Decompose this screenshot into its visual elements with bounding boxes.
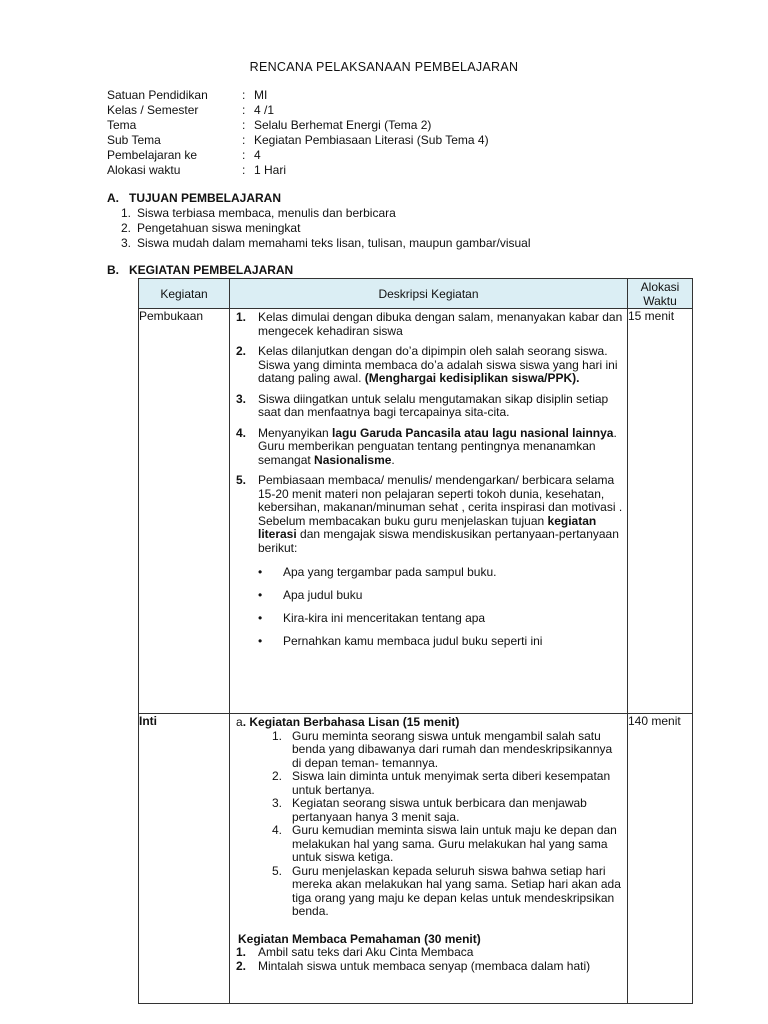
item-text: Mintalah siswa untuk membaca senyap (membaca dalam hati) — [258, 958, 591, 973]
item-number: 2. — [236, 958, 247, 973]
item-text — [258, 474, 623, 555]
info-value: 4 — [254, 148, 261, 162]
bullet-dot-icon: • — [258, 611, 263, 625]
info-value: Selalu Berhemat Energi (Tema 2) — [254, 118, 432, 132]
text-run: Pembiasaan membaca/ menulis/ mendengarkan/ berbicara selama 15-20 menit materi non pelajaran seperti tokoh dunia, kesehatan, kebersihan, makanan/minuman sehat , cerita inspirasi dan motivasi . Sebelum membacakan buku guru menjelaskan tujuan — [258, 473, 623, 528]
bold-run: Nasionalisme — [314, 452, 392, 467]
item-number: 3. — [236, 391, 247, 406]
info-row — [107, 133, 489, 148]
info-label: Sub Tema — [107, 133, 161, 147]
subheading-text: . Kegiatan Berbahasa Lisan (15 menit) — [242, 715, 460, 729]
item-number: 1. — [271, 728, 282, 743]
list-item — [248, 730, 623, 771]
item-number: 1. — [236, 310, 247, 324]
header-kegiatan: Kegiatan — [139, 279, 230, 309]
item-text: Pengetahuan siswa meningkat — [137, 221, 301, 235]
item-number: 1. — [120, 206, 131, 220]
info-separator: : — [242, 103, 246, 117]
list-item — [248, 865, 623, 919]
page-title: RENCANA PELAKSANAAN PEMBELAJARAN — [249, 60, 519, 74]
item-text: Guru menjelaskan kepada seluruh siswa bahwa setiap hari mereka akan melakukan hal yang sama. Setiap hari akan ada tiga orang yang maju ke depan kelas untuk mendeskripsikan benda. — [292, 863, 621, 918]
row-alokasi: 140 menit — [628, 714, 693, 1004]
info-row — [107, 148, 489, 163]
text-run: dan mengajak siswa mendiskusikan pertanyaan-pertanyaan berikut: — [258, 527, 619, 555]
header-alokasi-line2: Waktu — [643, 293, 677, 308]
table-row — [139, 309, 693, 714]
identity-block — [107, 88, 489, 178]
list-item — [107, 221, 531, 236]
text-run: . — [391, 452, 395, 467]
item-text: Kelas dimulai dengan dibuka dengan salam, menanyakan kabar dan mengecek kehadiran siswa — [258, 310, 623, 338]
bold-run: kegiatan literasi — [258, 513, 597, 541]
item-text: Siswa diingatkan untuk selalu mengutamakan sikap disiplin setiap saat dan menfaatnya bagi tercapainya sita-cita. — [258, 391, 609, 419]
section-a — [107, 191, 531, 251]
bullet-text: Kira-kira ini menceritakan tentang apa — [283, 611, 486, 625]
bullet-dot-icon: • — [258, 565, 263, 579]
row-deskripsi — [230, 309, 628, 714]
item-text: Siswa lain diminta untuk menyimak serta diberi kesempatan untuk bertanya. — [292, 769, 611, 797]
list-item — [248, 770, 623, 797]
bold-run: (Menghargai kedisiplikan siswa/PPK). — [364, 371, 580, 385]
row-alokasi: 15 menit — [628, 309, 693, 714]
info-value: Kegiatan Pembiasaan Literasi (Sub Tema 4) — [254, 133, 489, 147]
list-item — [248, 797, 623, 824]
item-text: Kegiatan seorang siswa untuk berbicara dan menjawab pertanyaan hanya 3 menit saja. — [292, 796, 587, 824]
bullet-text: Apa judul buku — [283, 588, 363, 602]
info-label: Alokasi waktu — [107, 163, 181, 177]
item-number: 2. — [271, 769, 282, 783]
list-item — [107, 206, 531, 221]
bullet-item — [236, 588, 623, 602]
row-kegiatan — [139, 714, 230, 1004]
activities-table — [138, 278, 693, 1004]
item-number: 4. — [271, 823, 282, 837]
bullet-dot-icon: • — [258, 634, 263, 648]
header-alokasi — [628, 279, 693, 309]
list-item — [248, 824, 623, 865]
item-number: 1. — [236, 945, 247, 959]
text-run: Kelas dilanjutkan dengan do’a dipimpin oleh salah seorang siswa. Siswa yang diminta membaca do’a adalah siswa siswa yang hari ini datang paling awal. — [258, 344, 618, 385]
list-item — [236, 946, 623, 960]
info-row — [107, 163, 489, 178]
item-number: 3. — [120, 236, 131, 250]
list-item — [107, 236, 531, 251]
section-b — [107, 263, 293, 278]
activity-item — [236, 345, 623, 386]
text-run: . Guru memberikan penguatan tentang pentingnya menanamkan semangat — [258, 425, 617, 467]
activity-item — [236, 427, 623, 468]
info-label: Satuan Pendidikan — [107, 88, 208, 102]
text-run: Menyanyikan — [258, 425, 333, 440]
objectives-list — [107, 206, 531, 251]
activity-item — [236, 311, 623, 338]
bullet-dot-icon: • — [258, 588, 263, 602]
info-label: Kelas / Semester — [107, 103, 199, 117]
info-row — [107, 103, 489, 118]
info-separator: : — [242, 163, 246, 177]
info-separator: : — [242, 148, 246, 162]
item-number: 5. — [236, 473, 247, 487]
item-number: 4. — [236, 425, 247, 440]
item-number: 5. — [271, 863, 282, 878]
activity-item — [236, 474, 623, 555]
info-label: Tema — [107, 118, 137, 132]
item-number: 2. — [120, 221, 131, 235]
section-a-heading — [107, 191, 531, 206]
row-deskripsi — [230, 714, 628, 1004]
item-text: Siswa terbiasa membaca, menulis dan berbicara — [137, 206, 396, 220]
sub-list — [236, 730, 623, 919]
info-row — [107, 118, 489, 133]
section-letter: A. — [107, 191, 119, 205]
info-separator: : — [242, 133, 246, 147]
activity-item — [236, 393, 623, 420]
table-row — [139, 714, 693, 1004]
item-text: Guru meminta seorang siswa untuk mengambil salah satu benda yang dibawanya dari rumah dan mendeskripsikannya di depan teman- temannya. — [292, 728, 613, 770]
item-text: Guru kemudian meminta siswa lain untuk maju ke depan dan melakukan hal yang sama. Guru melakukan hal yang sama untuk siswa ketiga. — [292, 823, 617, 864]
bold-run: lagu Garuda Pancasila atau lagu nasional lainnya — [332, 425, 614, 440]
info-separator: : — [242, 88, 246, 102]
section-title: TUJUAN PEMBELAJARAN — [129, 191, 282, 205]
bullet-text: Apa yang tergambar pada sampul buku. — [283, 565, 497, 579]
bullet-text: Pernahkan kamu membaca judul buku seperti ini — [283, 634, 543, 648]
item-number: 2. — [236, 344, 247, 358]
info-separator: : — [242, 118, 246, 132]
info-row — [107, 88, 489, 103]
subheading-letter: a — [236, 715, 243, 729]
section-b-heading — [107, 263, 293, 278]
section-title: KEGIATAN PEMBELAJARAN — [129, 263, 294, 277]
info-label: Pembelajaran ke — [107, 148, 198, 162]
info-value: MI — [254, 88, 268, 102]
section-letter: B. — [107, 263, 119, 277]
table-header-row — [139, 279, 693, 309]
item-text — [258, 345, 623, 386]
item-text: Siswa mudah dalam memahami teks lisan, tulisan, maupun gambar/visual — [137, 236, 531, 250]
subheading-lisan — [236, 716, 623, 730]
header-deskripsi: Deskripsi Kegiatan — [230, 279, 628, 309]
list-item — [236, 960, 623, 974]
bullet-item — [236, 565, 623, 579]
item-text: Ambil satu teks dari Aku Cinta Membaca — [258, 945, 474, 959]
header-alokasi-line1: Alokasi — [640, 279, 680, 294]
row-kegiatan-label: Inti — [139, 714, 157, 728]
info-value: 1 Hari — [254, 163, 287, 177]
item-text — [258, 427, 623, 468]
subheading-membaca: Kegiatan Membaca Pemahaman (30 menit) — [238, 931, 481, 946]
info-value: 4 /1 — [254, 103, 275, 117]
bullet-item — [236, 634, 623, 648]
item-number: 3. — [271, 796, 282, 810]
bullet-item — [236, 611, 623, 625]
row-kegiatan: Pembukaan — [139, 309, 230, 714]
